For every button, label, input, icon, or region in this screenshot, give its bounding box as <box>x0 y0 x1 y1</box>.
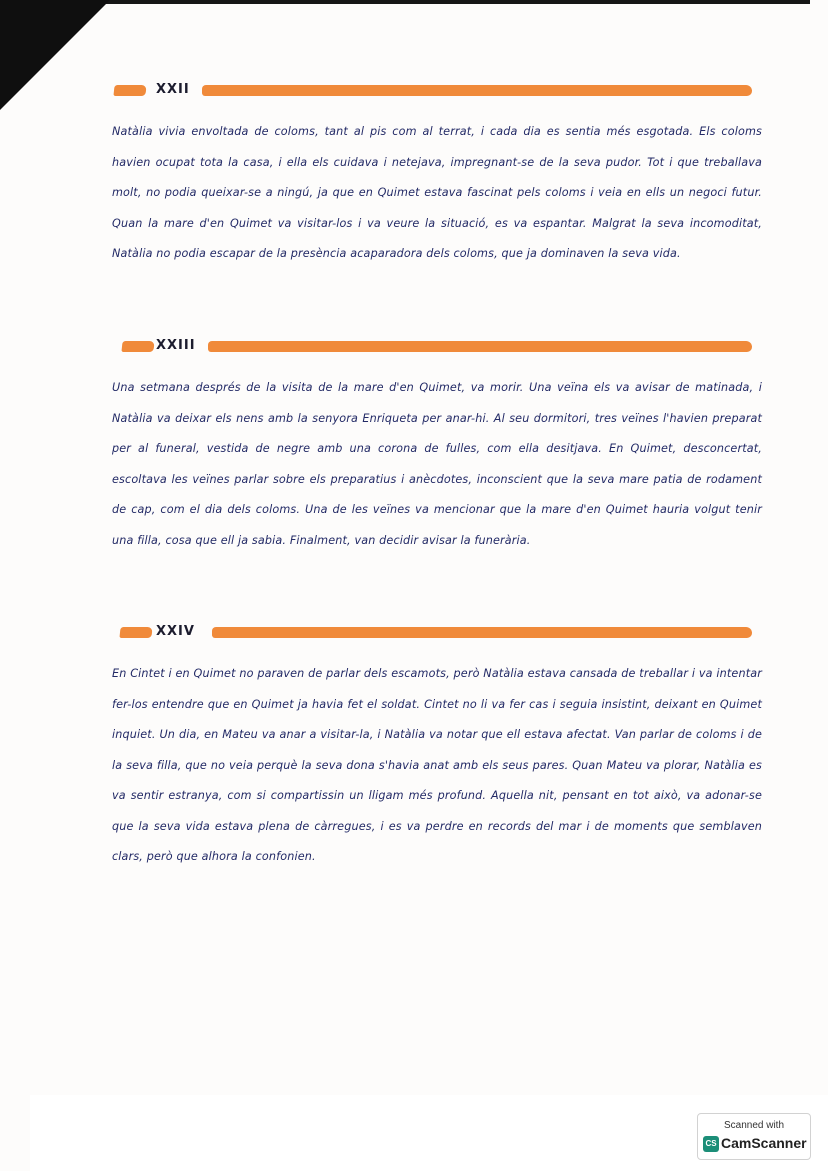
scan-corner-shadow <box>0 0 110 110</box>
chapter-numeral: XXII <box>156 82 190 97</box>
highlighter-mark <box>119 627 152 638</box>
chapter-summary: Una setmana després de la visita de la mare d'en Quimet, va morir. Una veïna els va avisar de matinada, i Natàlia va deixar els nens amb la senyora Enriqueta per anar-hi. Al seu dormitori, tres veïnes l'havien preparat per al funeral, vestida de negre amb una corona de fulles, com ella desitjava. En Quimet, desconcertat, escoltava les veïnes parlar sobre els preparatius i anècdotes, inconscient que la seva mare patia de rodament de cap, com el dia dels coloms. Una de les veïnes va mencionar que la mare d'en Quimet hauria volgut tenir una filla, cosa que ell ja sabia. Finalment, van decidir avisar la funerària. <box>112 381 762 547</box>
section-header <box>112 625 762 641</box>
section-xxii <box>112 83 762 270</box>
section-header <box>112 339 762 355</box>
chapter-summary: Natàlia vivia envoltada de coloms, tant al pis com al terrat, i cada dia es sentia més esgotada. Els coloms havien ocupat tota la casa, i ella els cuidava i netejava, impregnant-se de la seva pudor. Tot i que treballava molt, no podia queixar-se a ningú, ja que en Quimet estava fascinat pels coloms i veia en ells un negoci futur. Quan la mare d'en Quimet va visitar-los i va veure la situació, es va espantar. Malgrat la seva incomoditat, Natàlia no podia escapar de la presència acaparadora dels coloms, que ja dominaven la seva vida. <box>112 125 762 260</box>
highlighter-bar <box>202 85 752 96</box>
scanned-with-label: Scanned with <box>723 1120 785 1131</box>
section-header <box>112 83 762 99</box>
chapter-summary: En Cintet i en Quimet no paraven de parlar dels escamots, però Natàlia estava cansada de treballar i va intentar fer-los entendre que en Quimet ja havia fet el soldat. Cintet no li va fer cas i seguia insistint, deixant en Quimet inquiet. Un dia, en Mateu va anar a visitar-la, i Natàlia va notar que ell estava afectat. Van parlar de coloms i de la seva filla, que no veia perquè la seva dona s'havia anat amb els seus pares. Quan Mateu va plorar, Natàlia es va sentir estranya, com si compartissin un lligam més profund. Aquella nit, pensant en tot això, va adonar-se que la seva vida estava plena de càrregues, i es va perdre en records del mar i de moments que semblaven clars, però que alhora la confonien. <box>112 667 762 863</box>
scan-edge-shadow <box>70 0 810 4</box>
highlighter-mark <box>113 85 146 96</box>
camscanner-logo-icon: CS <box>703 1136 719 1152</box>
camscanner-watermark <box>697 1113 811 1160</box>
section-xxiv <box>112 625 762 873</box>
highlighter-mark <box>121 341 154 352</box>
highlighter-bar <box>208 341 752 352</box>
highlighter-bar <box>212 627 752 638</box>
section-xxiii <box>112 339 762 556</box>
chapter-numeral: XXIII <box>156 338 196 353</box>
camscanner-brand: CamScanner <box>721 1135 807 1151</box>
chapter-numeral: XXIV <box>156 624 195 639</box>
